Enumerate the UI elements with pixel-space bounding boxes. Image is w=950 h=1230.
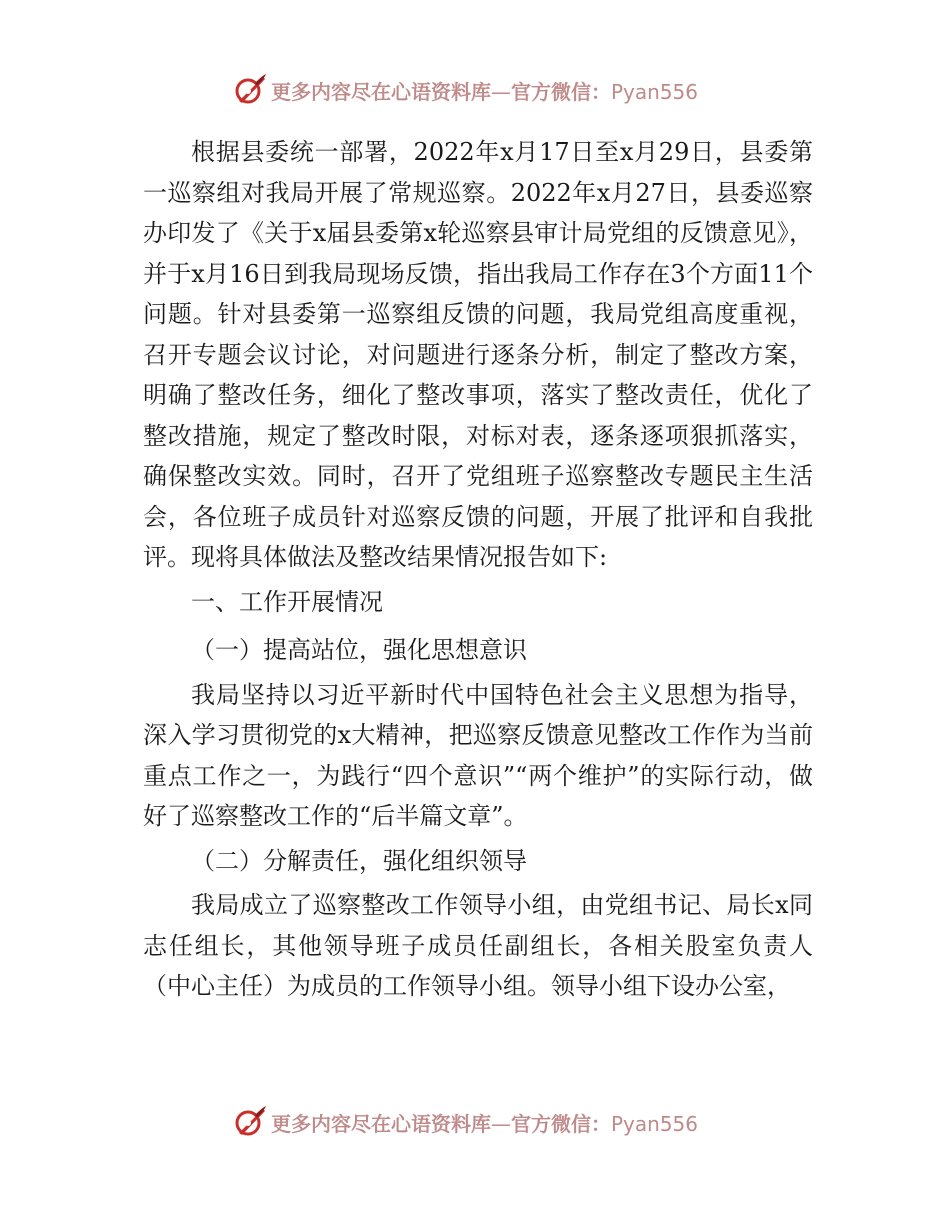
- section-heading-1: 一、工作开展情况: [191, 587, 383, 616]
- quill-pen-logo-icon: [233, 73, 267, 107]
- watermark-contact-id: Pyan556: [611, 79, 699, 104]
- watermark-dash: —: [491, 1111, 511, 1136]
- document-body: [143, 132, 813, 1007]
- body-paragraph-3: 我局成立了巡察整改工作领导小组，由党组书记、局长x同志任组长，其他领导班子成员任副组长，各相关股室负责人（中心主任）为成员的工作领导小组。领导小组下设办公室，: [143, 891, 813, 1000]
- watermark-contact-label: 官方微信：: [511, 1111, 611, 1136]
- watermark-dash: —: [491, 79, 511, 104]
- watermark-text: [271, 76, 698, 105]
- subsection-heading-2: （二）分解责任，强化组织领导: [191, 846, 527, 875]
- subsection-heading-1: （一）提高站位，强化思想意识: [191, 636, 527, 664]
- watermark-contact-label: 官方微信：: [511, 79, 611, 104]
- watermark-text: [271, 1108, 698, 1137]
- watermark-brand: 更多内容尽在心语资料库: [271, 1111, 491, 1136]
- intro-paragraph: 根据县委统一部署，2022年x月17日至x月29日，县委第一巡察组对我局开展了常规巡察。2022年x月27日，县委巡察办印发了《关于x届县委第x轮巡察县审计局党组的反馈意见》，并于x月16日到我局现场反馈，指出我局工作存在3个方面11个问题。针对县委第一巡察组反馈的问题，我局党组高度重视，召开专题会议讨论，对问题进行逐条分析，制定了整改方案，明确了整改任务，细化了整改事项，落实了整改责任，优化了整改措施，规定了整改时限，对标对表，逐条逐项狠抓落实，确保整改实效。同时，召开了党组班子巡察整改专题民主生活会，各位班子成员针对巡察反馈的问题，开展了批评和自我批评。现将具体做法及整改结果情况报告如下:: [143, 138, 813, 571]
- body-paragraph-2: 我局坚持以习近平新时代中国特色社会主义思想为指导，深入学习贯彻党的x大精神，把巡察反馈意见整改工作作为当前重点工作之一，为践行“四个意识”“两个维护”的实际行动，做好了巡察整改工作的“后半篇文章”。: [143, 680, 813, 830]
- footer-watermark: [233, 1102, 698, 1142]
- header-watermark: [233, 70, 698, 110]
- quill-pen-logo-icon: [233, 1105, 267, 1139]
- watermark-contact-id: Pyan556: [611, 1111, 699, 1136]
- watermark-brand: 更多内容尽在心语资料库: [271, 79, 491, 104]
